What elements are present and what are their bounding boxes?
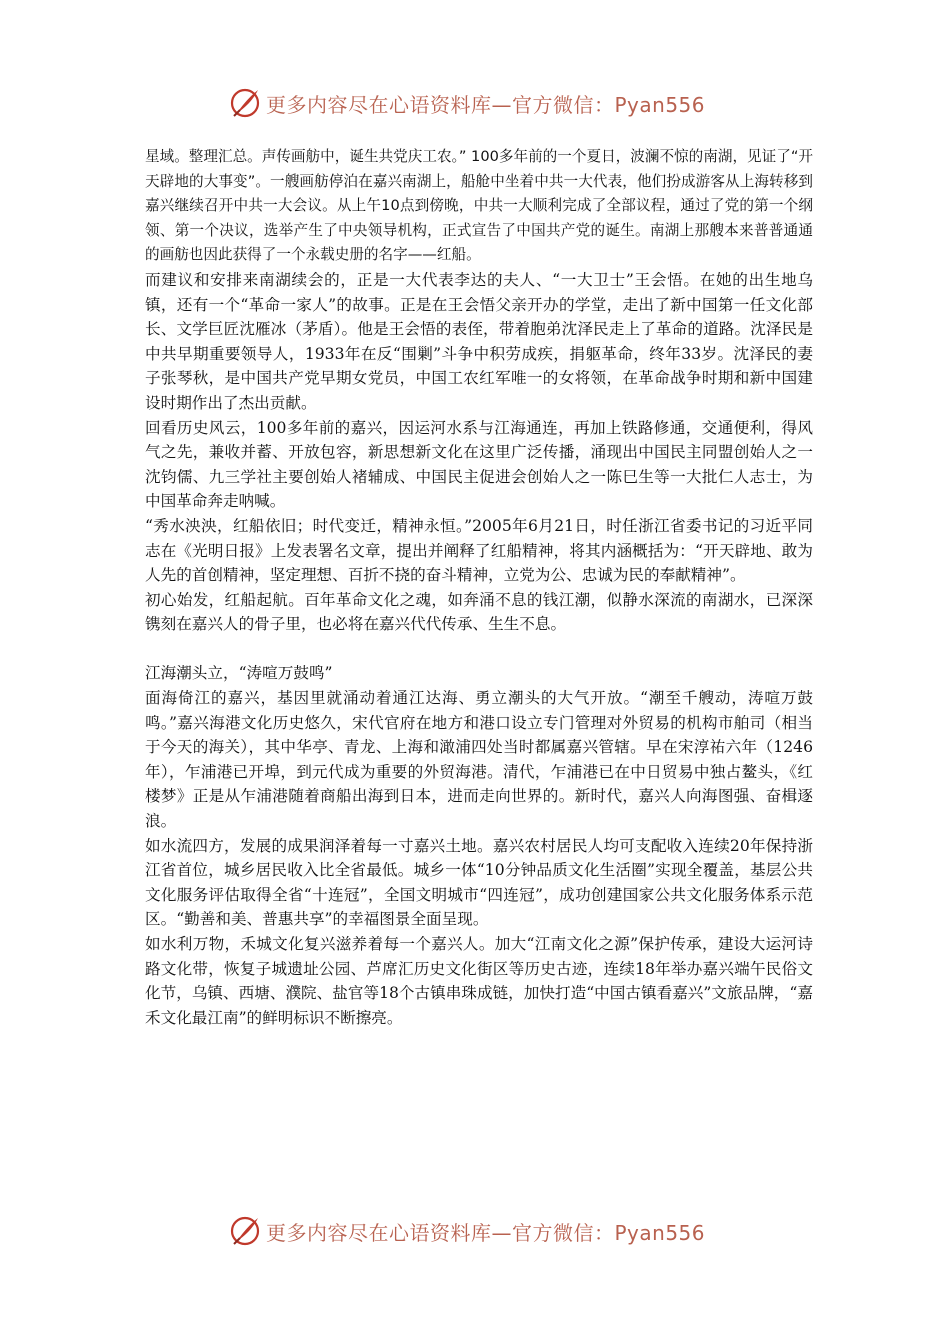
paragraph: 如水利万物，禾城文化复兴滋养着每一个嘉兴人。加大“江南文化之源”保护传承，建设大运河诗路文化带，恢复子城遗址公园、芦席汇历史文化街区等历史古迹，连续18年举办嘉兴端午民俗文化节，乌镇、西塘、濮院、盐官等18个古镇串珠成链，加快打造“中国古镇看嘉兴”文旅品牌，“嘉禾文化最江南”的鲜明标识不断擦亮。 — [145, 935, 813, 1027]
quill-pen-icon — [228, 1214, 262, 1248]
section-heading: 江海潮头立，“涛喧万鼓鸣” — [145, 664, 333, 683]
paragraph: 星域。整理汇总。声传画舫中，诞生共党庆工农。” 100多年前的一个夏日，波澜不惊的南湖，见证了“开天辟地的大事变”。一艘画舫停泊在嘉兴南湖上，船舱中坐着中共一大代表，他们扮成游客从上海转移到嘉兴继续召开中共一大会议。从上午10点到傍晚，中共一大顺利完成了全部议程，通过了党的第一个纲领、第一个决议，选举产生了中央领导机构，正式宣告了中国共产党的诞生。南湖上那艘本来普普通通的画舫也因此获得了一个永载史册的名字——红船。 — [145, 148, 813, 264]
footer-banner — [228, 1213, 705, 1249]
paragraph: 而建议和安排来南湖续会的，正是一大代表李达的夫人、“一大卫士”王会悟。在她的出生地乌镇，还有一个“革命一家人”的故事。正是在王会悟父亲开办的学堂，走出了新中国第一任文化部长、文学巨匠沈雁冰（茅盾）。他是王会悟的表侄，带着胞弟沈泽民走上了革命的道路。沈泽民是中共早期重要领导人，1933年在反“围剿”斗争中积劳成疾，捐躯革命，终年33岁。沈泽民的妻子张琴秋，是中国共产党早期女党员，中国工农红军唯一的女将领，在革命战争时期和新中国建设时期作出了杰出贡献。 — [145, 270, 813, 412]
paragraph: 面海倚江的嘉兴，基因里就涌动着通江达海、勇立潮头的大气开放。“潮至千艘动，涛喧万鼓鸣。”嘉兴海港文化历史悠久，宋代官府在地方和港口设立专门管理对外贸易的机构市舶司（相当于今天的海关），其中华亭、青龙、上海和澉浦四处当时都属嘉兴管辖。早在宋淳祐六年（1246年），乍浦港已开埠，到元代成为重要的外贸海港。清代，乍浦港已在中日贸易中独占鳌头，《红楼梦》正是从乍浦港随着商船出海到日本，进而走向世界的。新时代，嘉兴人向海图强、奋楫逐浪。 — [145, 689, 813, 831]
header-banner-text: 更多内容尽在心语资料库—官方微信：Pyan556 — [266, 92, 706, 117]
paragraph: “秀水泱泱，红船依旧；时代变迁，精神永恒。”2005年6月21日，时任浙江省委书记的习近平同志在《光明日报》上发表署名文章，提出并阐释了红船精神，将其内涵概括为：“开天辟地、敢为人先的首创精神，坚定理想、百折不挠的奋斗精神，立党为公、忠诚为民的奉献精神”。 — [145, 516, 813, 585]
footer-banner-text: 更多内容尽在心语资料库—官方微信：Pyan556 — [266, 1220, 706, 1245]
spacer — [145, 637, 813, 662]
article-body — [145, 145, 813, 1030]
paragraph: 如水流四方，发展的成果润泽着每一寸嘉兴土地。嘉兴农村居民人均可支配收入连续20年保持浙江省首位，城乡居民收入比全省最低。城乡一体“10分钟品质文化生活圈”实现全覆盖，基层公共文化服务评估取得全省“十连冠”，全国文明城市“四连冠”，成功创建国家公共文化服务体系示范区。“勤善和美、普惠共享”的幸福图景全面呈现。 — [145, 836, 813, 929]
quill-pen-icon — [228, 86, 262, 120]
header-banner — [228, 85, 705, 121]
paragraph: 初心始发，红船起航。百年革命文化之魂，如奔涌不息的钱江潮，似静水深流的南湖水，已深深镌刻在嘉兴人的骨子里，也必将在嘉兴代代传承、生生不息。 — [145, 590, 813, 634]
paragraph: 回看历史风云，100多年前的嘉兴，因运河水系与江海通连，再加上铁路修通，交通便利，得风气之先，兼收并蓄、开放包容，新思想新文化在这里广泛传播，涌现出中国民主同盟创始人之一沈钧儒、九三学社主要创始人褚辅成、中国民主促进会创始人之一陈巳生等一大批仁人志士，为中国革命奔走呐喊。 — [145, 418, 813, 511]
